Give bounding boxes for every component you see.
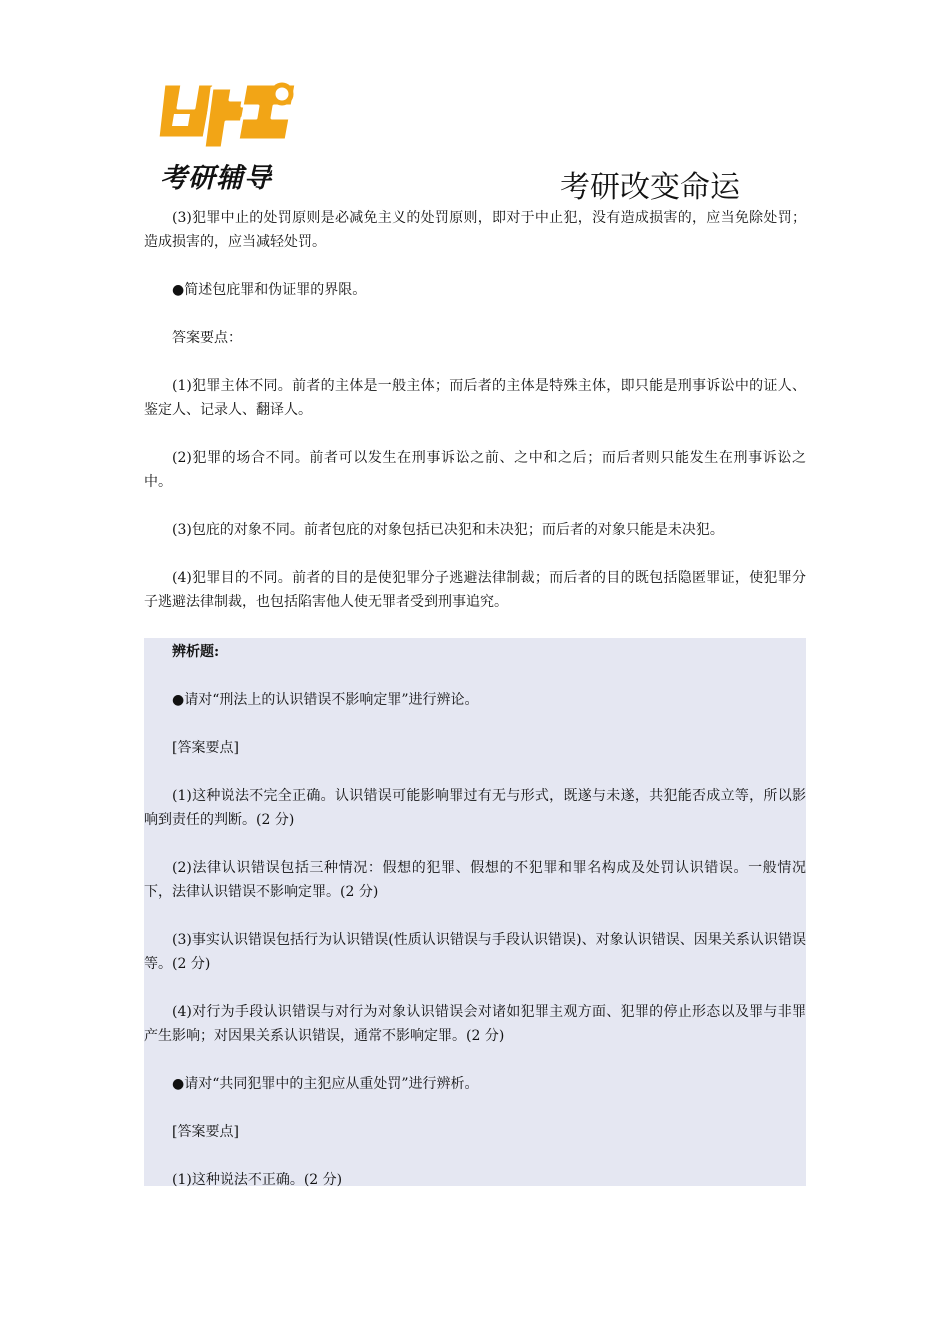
page-slogan: 考研改变命运 [560,170,740,205]
answer-label: [答案要点] [172,740,239,756]
paragraph: (3)包庇的对象不同。前者包庇的对象包括已决犯和未决犯；而后者的对象只能是未决犯。 [172,522,724,538]
brand-logo-text: 考研辅导 [160,163,272,194]
paragraph: (3)事实认识错误包括行为认识错误(性质认识错误与手段认识错误)、对象认识错误、因果关系认识错误等。(2 分) [144,932,806,972]
brand-logo-mark [154,78,300,156]
paragraph: (4)对行为手段认识错误与对行为对象认识错误会对诸如犯罪主观方面、犯罪的停止形态以及罪与非罪产生影响；对因果关系认识错误，通常不影响定罪。(2 分) [144,1004,806,1044]
paragraph: (1)犯罪主体不同。前者的主体是一般主体；而后者的主体是特殊主体，即只能是刑事诉讼中的证人、鉴定人、记录人、翻译人。 [144,378,806,418]
paragraph: (3)犯罪中止的处罚原则是必减免主义的处罚原则，即对于中止犯，没有造成损害的，应当免除处罚；造成损害的，应当减轻处罚。 [144,210,806,250]
paragraph: (4)犯罪目的不同。前者的目的是使犯罪分子逃避法律制裁；而后者的目的既包括隐匿罪证，使犯罪分子逃避法律制裁，也包括陷害他人使无罪者受到刑事追究。 [144,570,806,610]
answer-label: 答案要点： [172,330,242,346]
paragraph: (2)法律认识错误包括三种情况：假想的犯罪、假想的不犯罪和罪名构成及处罚认识错误。一般情况下，法律认识错误不影响定罪。(2 分) [144,860,806,900]
question: ●请对“共同犯罪中的主犯应从重处罚”进行辨析。 [172,1076,479,1092]
section-heading: 辨析题: [172,644,220,660]
paragraph: (2)犯罪的场合不同。前者可以发生在刑事诉讼之前、之中和之后；而后者则只能发生在刑事诉讼之中。 [144,450,806,490]
paragraph: (1)这种说法不正确。(2 分) [172,1172,343,1188]
question: ●简述包庇罪和伪证罪的界限。 [172,282,367,298]
question: ●请对“刑法上的认识错误不影响定罪”进行辨论。 [172,692,479,708]
paragraph: (1)这种说法不完全正确。认识错误可能影响罪过有无与形式，既遂与未遂，共犯能否成立等，所以影响到责任的判断。(2 分) [144,788,806,828]
intro-section [144,206,806,638]
analysis-panel [144,638,806,1186]
brand-logo [152,78,302,196]
answer-label: [答案要点] [172,1124,239,1140]
